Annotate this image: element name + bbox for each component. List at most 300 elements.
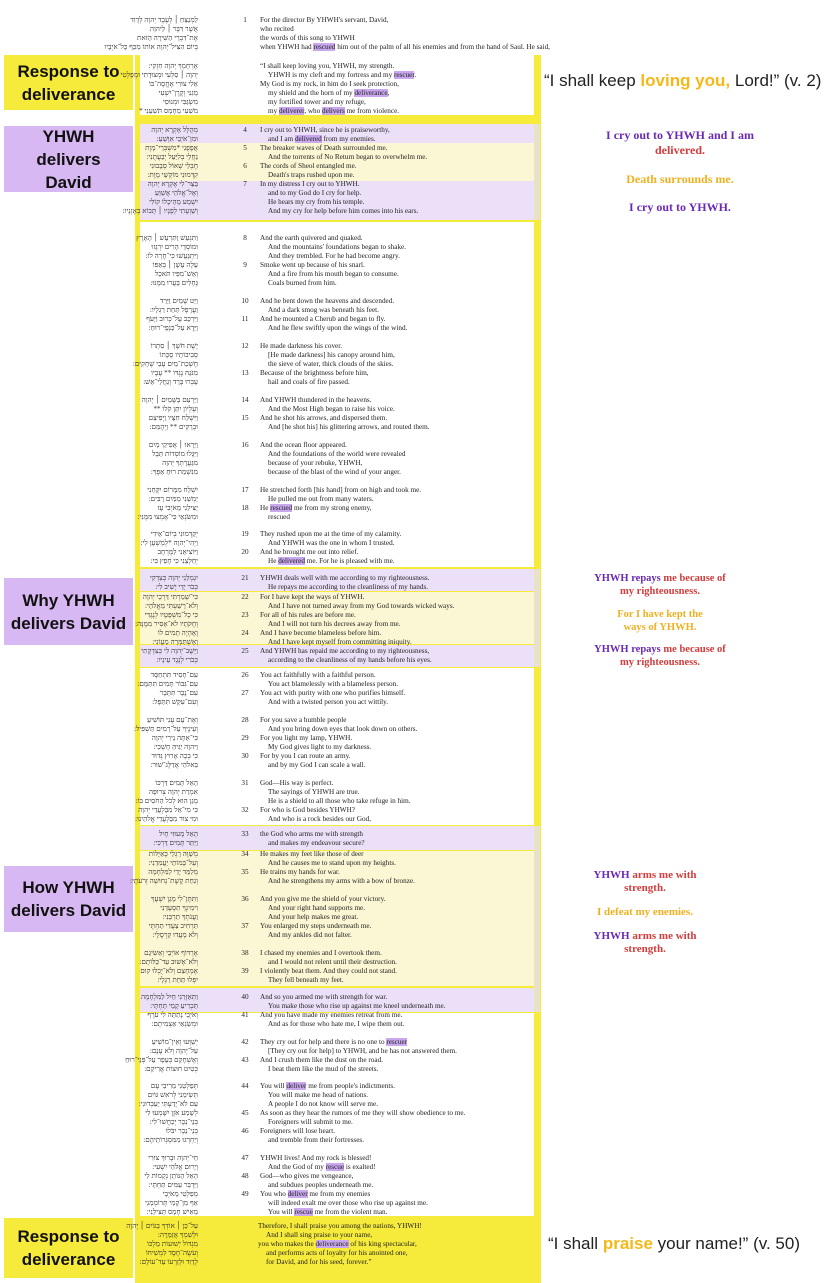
verse-line — [268, 620, 401, 629]
verse-line — [268, 513, 290, 522]
verse-text: And the Most High began to raise his voice. — [268, 405, 395, 413]
verse-line — [268, 360, 393, 369]
verse-number: 43 — [241, 1056, 249, 1064]
hebrew-line: וְעֹשֶׂה־חֶסֶד לִמְשִׁיחוֹ — [145, 1249, 198, 1257]
verse-text: the sieve of water, thick clouds of the skies. — [268, 360, 394, 368]
verse-text: They fell beneath my feet. — [268, 976, 344, 984]
hebrew-line: וְשַׁוְעָתִי לְפָנָיו ׀ תָּבוֹא בְאָזְנָיו: — [122, 207, 198, 215]
verse-text: And they trembled. For he had become angry. — [268, 252, 400, 260]
hebrew-line: אֶרְדּוֹף אוֹיְבַי וְאַשִּׂיגֵם — [144, 949, 198, 957]
verse-line — [260, 1082, 395, 1091]
verse-number: 38 — [241, 949, 249, 957]
section-label-response-bottom: Response to deliverance — [4, 1218, 133, 1278]
verse-line — [268, 761, 366, 770]
hebrew-line: עִם־חָסִיד תִּתְחַסָּד — [150, 671, 198, 679]
quote-bottom: “I shall praise your name!” (v. 50) — [548, 1234, 800, 1253]
verse-line — [260, 967, 397, 976]
verse-text: He repays me according to the cleanliness of my hands. — [268, 583, 429, 591]
hebrew-line: הָאֵל תָּמִים דַּרְכּוֹ — [155, 779, 198, 787]
hebrew-line: נַחֲלֵי בְלִיַּעַל יְבַעֲתֻנִי: — [146, 153, 198, 161]
verse-line — [268, 656, 432, 665]
verse-line — [268, 877, 415, 886]
verse-line — [260, 396, 372, 405]
section-label-how: How YHWH delivers David — [4, 866, 133, 932]
verse-text: Death's traps rushed upon me. — [268, 171, 355, 179]
hebrew-line: מָגִנִּי וְקֶרֶן־יִשְׁעִי — [158, 89, 198, 97]
verse-number: 28 — [241, 716, 249, 724]
verse-line — [268, 1020, 405, 1029]
verse-text: And your help makes me great. — [268, 913, 359, 921]
verse-line — [268, 976, 344, 985]
verse-line — [268, 1118, 353, 1127]
highlight-word: deliverance — [354, 89, 388, 97]
verse-number: 31 — [241, 779, 249, 787]
verse-line — [260, 1056, 383, 1065]
hebrew-line: אִמְרַת יְהוָה צְרוּפָה — [148, 788, 198, 796]
verse-text: I chased my enemies and I overtook them. — [260, 949, 382, 957]
hebrew-line: כִּי־אַתָּה נֵירִי יְהוָה — [151, 734, 198, 742]
hebrew-line: אֶת־דִּבְרֵי הַשִּׁירָה הַזֹּאת — [137, 34, 198, 42]
verse-text: Coals burned from him. — [268, 279, 337, 287]
verse-text: And I crush them like the dust on the road. — [260, 1056, 383, 1064]
hebrew-line: וּמִשֹּׂנְאַי כִּי־אָמְצוּ מִמֶּנִּי: — [137, 513, 198, 521]
verse-text: He hears my cry from his temple. — [268, 198, 365, 206]
verse-number: 32 — [241, 806, 249, 814]
verse-number: 30 — [241, 752, 249, 760]
hebrew-line: וְלֹא מָעֲדוּ קַרְסֻלָּי: — [152, 931, 198, 939]
hebrew-line: אֵלִי צוּרִי אֶחֱסֶה־בּוֹ — [148, 80, 198, 88]
hebrew-line: וּמִי צוּר מִבַּלְעֲדֵי אֱלֹהֵינוּ: — [135, 815, 198, 823]
hebrew-line: יָשֶׁת חֹשֶׁךְ ׀ סִתְרוֹ — [150, 342, 198, 350]
hebrew-line: וַיּוֹצִיאֵנִי לַמֶּרְחָב — [157, 548, 198, 556]
verse-text: And he strengthens my arms with a bow of bronze. — [268, 877, 415, 885]
note-arms-1: YHWH arms me with strength. — [593, 869, 697, 894]
verse-text: YHWH lives! And my rock is blessed! — [260, 1154, 372, 1162]
verse-text: And your right hand supports me. — [268, 904, 366, 912]
verse-number: 4 — [243, 126, 247, 134]
verse-text: will indeed exalt me over those who rise up against me. — [268, 1199, 428, 1207]
verse-line — [260, 1127, 335, 1136]
hebrew-line: וּבְרָקִים ** וַיְהֻמֵּם: — [149, 423, 198, 431]
hebrew-line: וְעִם־עִקֵּשׁ תִּתַּפָּל: — [152, 698, 198, 706]
hebrew-line: אַף מִן־קָמַי תְּרוֹמְמֵנִי — [145, 1199, 198, 1207]
verse-line — [260, 895, 386, 904]
verse-line — [268, 405, 395, 414]
verse-text: And who is a rock besides our God, — [268, 815, 372, 823]
verse-line: My God is my rock, in him do I seek protection, — [260, 80, 399, 88]
verse-text: And YHWH was the one in whom I trusted. — [268, 539, 395, 547]
verse-line — [260, 806, 355, 815]
verse-line — [268, 1163, 376, 1172]
verse-number: 15 — [241, 414, 249, 422]
verse-text: You act faithfully with a faithful person. — [260, 671, 376, 679]
hebrew-line: וַיַּדְבֵּר עַמִּים תַּחְתָּי: — [148, 1181, 198, 1189]
verse-line — [260, 486, 421, 495]
hebrew-line: תְּפַלְּטֵנִי מֵרִיבֵי עָם — [150, 1082, 198, 1090]
verse-line — [268, 279, 337, 288]
hebrew-line: וַיֵּרָאוּ ׀ אֲפִיקֵי מַיִם — [148, 441, 198, 449]
hebrew-line: בְּיוֹם הִצִּיל־יְהוָה אוֹתוֹ מִכַּף כָּל־אֹיְבָיו — [104, 43, 198, 51]
verse-text: from my enemies. — [321, 135, 376, 143]
note-repays-1: YHWH repays me because of my righteousness. — [594, 573, 726, 597]
verse-line — [268, 459, 362, 468]
verse-text: As soon as they hear the rumors of me they will show obedience to me. — [260, 1109, 466, 1117]
verse-line — [268, 1181, 373, 1190]
verse-text: And I have become blameless before him. — [260, 629, 382, 637]
hebrew-line: וַיִּגָּלוּ מוֹסְדוֹת תֵּבֵל — [152, 450, 198, 458]
verse-number: 17 — [241, 486, 249, 494]
verse-line — [260, 315, 385, 324]
verse-text: He — [260, 504, 271, 512]
verse-line — [268, 198, 364, 207]
verse-text: My God gives light to my darkness. — [268, 743, 372, 751]
hebrew-line: וַיָּשֶׁב־יְהוָה לִי כְּצִדְקָתִי — [141, 647, 198, 655]
hebrew-line: מְלַמֵּד יָדַי לַמִּלְחָמָה — [148, 868, 198, 876]
verse-text: is exalted! — [344, 1163, 376, 1171]
verse-text: And he flew swiftly upon the wings of the wind. — [268, 324, 408, 332]
hebrew-line: עָלָה עָשָׁן ׀ בְּאַפּוֹ — [152, 261, 198, 269]
hebrew-line: וְלֹא־אָשׁוּב עַד־כַּלּוֹתָם: — [139, 958, 198, 966]
verse-line — [260, 144, 388, 153]
verse-text: You enlarged my steps underneath me. — [260, 922, 372, 930]
highlight-word: rescuer — [386, 1038, 408, 1046]
verse-text: And you bring down eyes that look down on others. — [268, 725, 418, 733]
verse-line — [268, 1002, 446, 1011]
section-label-delivers: YHWH delivers David — [4, 126, 133, 192]
hebrew-line: הָאֵל מָעוּזִּי חָיִל — [159, 830, 198, 838]
verse-line — [268, 351, 395, 360]
hebrew-line: כִּי מִי־אֵל מִבַּלְעֲדֵי יְהוָה — [138, 806, 198, 814]
verse-number: 27 — [241, 689, 249, 697]
verse-number: 1 — [243, 16, 247, 24]
verse-line — [268, 1136, 364, 1145]
verse-number: 39 — [241, 967, 249, 975]
hebrew-line: וָאֶשְׁתַּמְּרָה מֵעֲוֹנִי: — [152, 638, 198, 646]
verse-text: according to the cleanliness of my hands before his eyes. — [268, 656, 432, 664]
verse-line — [260, 868, 340, 877]
verse-line — [268, 153, 427, 162]
verse-line — [268, 495, 374, 504]
verse-text: You will — [268, 1208, 295, 1216]
verse-number: 47 — [241, 1154, 249, 1162]
verse-line — [260, 830, 363, 839]
verse-text: And he bent down the heavens and descended. — [260, 297, 395, 305]
verse-number: 41 — [241, 1011, 249, 1019]
verse-number: 5 — [243, 144, 247, 152]
verse-number: 8 — [243, 234, 247, 242]
verse-number: 10 — [241, 297, 249, 305]
verse-text: And he causes me to stand upon my heights. — [268, 859, 396, 867]
highlight-word: delivers — [322, 107, 345, 115]
verse-text: And he shot his arrows, and dispersed them. — [260, 414, 388, 422]
hebrew-line: תְּשִׂימֵנִי לְרֹאשׁ גּוֹיִם — [147, 1091, 198, 1099]
verse-text: because of the blast of the wind of your anger. — [268, 468, 401, 476]
verse-number: 11 — [241, 315, 249, 323]
verse-text: In my distress I cry out to YHWH. — [260, 180, 360, 188]
hebrew-line: מֵאִישׁ חָמָס תַּצִּילֵנִי: — [146, 1208, 198, 1216]
hebrew-line: חֶשְׁכַת־מַיִם עָבֵי שְׁחָקִים: — [132, 360, 198, 368]
hebrew-line: חַי־יְהוָה וּבָרוּךְ צוּרִי — [148, 1154, 198, 1162]
hebrew-line: מִשְׂגַּבִּי וּמְנוּסִי — [162, 98, 198, 106]
hebrew-line: וַיְהִי־יְהוָה *לְמִשְׁעָן לִי: — [140, 539, 198, 547]
verse-line — [266, 1231, 372, 1240]
highlight-word: rescued — [313, 43, 336, 51]
verse-line — [260, 647, 429, 656]
verse-text: The breaker waves of Death surrounded me. — [260, 144, 388, 152]
verse-text: They cry out for help and there is no one to — [260, 1038, 387, 1046]
hebrew-line: מָגֵן הוּא לְכֹל הַחֹסִים בּוֹ: — [135, 797, 198, 805]
verse-line: YHWH is my cleft and my fortress and my rescuer. — [268, 71, 417, 79]
verse-line — [268, 602, 454, 611]
verse-line — [260, 1154, 371, 1163]
hebrew-line: יְהוָה ׀ סַלְעִי וּמְצוּדָתִי וּמְפַלְטִי — [120, 71, 198, 79]
verse-number: 14 — [241, 396, 249, 404]
hebrew-line: מְהֻלָּל אֶקְרָא יְהוָה — [151, 126, 198, 134]
hebrew-line: יִפְּלוּ תַּחַת רַגְלָי: — [157, 976, 198, 984]
verse-text: And the ocean floor appeared. — [260, 441, 347, 449]
verse-line — [268, 725, 417, 734]
verse-text: and to my God do I cry for help. — [268, 189, 362, 197]
verse-number: 19 — [241, 530, 249, 538]
verse-line — [266, 1249, 408, 1258]
hebrew-line: מְפַלְּטִי מֵאֹיְבָי — [162, 1190, 198, 1198]
hebrew-line: לַמְנַצֵּחַ ׀ לְעֶבֶד יְהוָה לְדָוִד — [130, 16, 198, 24]
verse-text: You make those who rise up against me kneel underneath me. — [268, 1002, 446, 1010]
verse-number: 20 — [241, 548, 249, 556]
verse-text: and performs acts of loyalty for his anointed one, — [266, 1249, 408, 1257]
verse-line — [260, 850, 364, 859]
verse-line — [260, 611, 356, 620]
verse-text: You act blamelessly with a blameless person. — [268, 680, 399, 688]
hebrew-line: וְעֶלְיוֹן יִתֵּן קֹלוֹ ** — [153, 405, 198, 413]
verse-line — [268, 324, 407, 333]
hebrew-line: כְּטִיט חוּצוֹת אֲרִיקֵם: — [144, 1065, 198, 1073]
note-arms-2: YHWH arms me with strength. — [593, 930, 697, 955]
hebrew-line: וַיהוָה יַגִּיהַּ חָשְׁכִּי: — [153, 743, 198, 751]
hebrew-line: וְאֶת־עַם עָנִי תּוֹשִׁיעַ — [147, 716, 198, 724]
hebrew-line: בְּנֵי־נֵכָר יְכַחֲשׁוּ־לִי: — [149, 1118, 198, 1126]
verse-line — [260, 180, 360, 189]
verse-line: my shield and the horn of my deliverance, — [268, 89, 390, 97]
verse-text: I violently beat them. And they could not stand. — [260, 967, 397, 975]
hebrew-line: יְקַדְּמוּנִי בְיוֹם־אֵידִי — [150, 530, 198, 538]
verse-line — [268, 743, 371, 752]
hebrew-line: כְּבֹרִי לְנֶגֶד עֵינָיו: — [156, 656, 198, 664]
verse-text: He — [268, 557, 279, 565]
verse-text: You will — [260, 1082, 287, 1090]
hebrew-line: תַּכְרִיעַ קָמַי תַּחְתָּי: — [150, 1002, 198, 1010]
hebrew-line: וַתִּגְעַשׁ וַתִּרְעַשׁ ׀ הָאָרֶץ — [136, 234, 198, 242]
hebrew-line: הָאֵל הַנּוֹתֵן נְקָמוֹת לִי — [144, 1172, 198, 1180]
verse-number: 34 — [241, 850, 249, 858]
highlight-word: deliver — [287, 1190, 308, 1198]
verse-text: me from the violent man. — [312, 1208, 388, 1216]
verse-line — [268, 839, 365, 848]
verse-text: Foreigners will submit to me. — [268, 1118, 353, 1126]
verse-text: And YHWH has repaid me according to my righteousness, — [260, 647, 430, 655]
verse-number: 36 — [241, 895, 249, 903]
verse-line — [260, 297, 394, 306]
verse-text: The cords of Sheol entangled me. — [260, 162, 357, 170]
verse-text: You act with purity with one who purifies himself. — [260, 689, 406, 697]
verse-text: for David, and for his seed, forever.” — [266, 1258, 372, 1266]
highlight-word: deliver — [286, 1082, 307, 1090]
hebrew-line: כִּי בְכָה אָרוּץ גְּדוּד — [151, 752, 198, 760]
verse-number: 23 — [241, 611, 249, 619]
verse-line — [268, 252, 400, 261]
verse-line — [260, 1011, 402, 1020]
verse-line — [260, 548, 358, 557]
hebrew-line: קִדְּמוּנִי מוֹקְשֵׁי מָוֶת: — [147, 171, 198, 179]
hebrew-line: עַל־יְהוָה וְלֹא עָנָם: — [149, 1047, 198, 1055]
hebrew-line: עִם־גִּבּוֹר תָּמִים תִּתַּמָּם: — [137, 680, 198, 688]
edge-strip — [534, 124, 540, 220]
verse-text: of his king spectacular, — [348, 1240, 417, 1248]
verse-line — [268, 539, 395, 548]
verse-line — [260, 949, 382, 958]
verse-line — [260, 1172, 353, 1181]
verse-text: And he mounted a Cherub and began to fly. — [260, 315, 386, 323]
verse-text: He pulled me out from many waters. — [268, 495, 374, 503]
verse-text: And YHWH thundered in the heavens. — [260, 396, 372, 404]
verse-line — [268, 1091, 368, 1100]
hebrew-line: אֶמְחָצֵם וְלֹא־יֻכְלוּ קוּם — [140, 967, 198, 975]
hebrew-line: וּמוֹסְדֵי הָרִים יִרְגָּזוּ — [151, 243, 198, 251]
verse-line — [268, 306, 379, 315]
verse-number: 21 — [241, 574, 249, 582]
verse-text: For all of his rules are before me. — [260, 611, 356, 619]
verse-number: 6 — [243, 162, 247, 170]
hebrew-line: יִגְמְלֵנִי יְהוָה כְּצִדְקִי — [149, 574, 198, 582]
verse-text: The sayings of YHWH are true. — [268, 788, 360, 796]
hebrew-line: וְנִחַת קֶשֶׁת־נְחוּשָׁה זְרֹעֹתָי: — [130, 877, 198, 885]
verse-text: And my cry for help before him comes into his ears. — [268, 207, 419, 215]
verse-line — [260, 574, 429, 583]
verse-text: me from my strong enemy, — [292, 504, 372, 512]
verse-line — [268, 698, 388, 707]
verse-text: and makes my endeavour secure? — [268, 839, 365, 847]
hebrew-line: וַיִּשְׁלַח חִצָּיו וַיְפִיצֵם — [148, 414, 198, 422]
verse-line — [268, 1208, 387, 1217]
verse-line — [268, 913, 358, 922]
hebrew-line: מִגְדּוֹל יְשׁוּעוֹת מַלְכּוֹ — [147, 1240, 198, 1248]
verse-text: the God who arms me with strength — [260, 830, 364, 838]
hebrew-line: סְבִיבוֹתָיו סֻכָּתוֹ — [159, 351, 198, 359]
hebrew-line: וַתְּאַזְּרֵנִי חַיִל לַמִּלְחָמָה — [140, 993, 198, 1001]
hebrew-line: וְאֹיְבַי נָתַתָּה לִּי עֹרֶף — [147, 1011, 198, 1019]
verse-text: He stretched forth [his hand] from on high and took me. — [260, 486, 422, 494]
verse-text: And with a twisted person you act wittily. — [268, 698, 389, 706]
verse-text: For you save a humble people — [260, 716, 347, 724]
verse-text: And the mountains' foundations began to shake. — [268, 243, 407, 251]
verse-line: when YHWH had rescued him out of the palm of all his enemies and from the hand of Saul. He said, — [260, 43, 550, 51]
verse-text: and by my God I can scale a wall. — [268, 761, 366, 769]
verse-number: 37 — [241, 922, 249, 930]
verse-text: And my ankles did not falter. — [268, 931, 352, 939]
verse-number: 42 — [241, 1038, 249, 1046]
hebrew-line: בַּצַּר־לִי אֶקְרָא יְהוָה — [147, 180, 198, 188]
verse-line — [268, 423, 430, 432]
hebrew-line: יִשְׁמַע מֵהֵיכָלוֹ קוֹלִי — [149, 198, 198, 206]
verse-text: and I am — [268, 135, 295, 143]
verse-line — [260, 342, 342, 351]
verse-number: 29 — [241, 734, 249, 742]
hebrew-line: גֶּחָלִים בָּעֲרוּ מִמֶּנּוּ: — [150, 279, 198, 287]
verse-line — [268, 1065, 378, 1074]
verse-text: [They cry out for help] to YHWH, and he has not answered them. — [268, 1047, 457, 1055]
verse-line — [260, 593, 364, 602]
hebrew-line: וּלְשִׁמְךָ אֲזַמֵּרָה: — [157, 1231, 198, 1239]
hebrew-line: וָאֶהְיֶה תָמִים לוֹ — [157, 629, 198, 637]
hebrew-line: וּמִן־אֹיְבַי אִוָּשֵׁעַ: — [156, 135, 198, 143]
verse-line — [260, 162, 357, 171]
verse-line — [260, 126, 390, 135]
highlight-word: rescuer — [393, 71, 415, 79]
verse-line — [268, 931, 352, 940]
verse-text: I beat them like the mud of the streets. — [268, 1065, 379, 1073]
verse-text: And you have made my enemies retreat from me. — [260, 1011, 403, 1019]
verse-text: And the torrents of No Return began to overwhelm me. — [268, 153, 428, 161]
hebrew-line: וְאֶשְׁחָקֵם כְּעָפָר עַל־פְּנֵי־רוּחַ — [125, 1056, 198, 1064]
hebrew-line: יַצִּילֵנִי מֵאֹיְבִי עָז — [157, 504, 198, 512]
verse-text: He makes my feet like those of deer — [260, 850, 364, 858]
hebrew-line: כִּי־שָׁמַרְתִּי דַּרְכֵי יְהוָה — [142, 593, 198, 601]
verse-number: 13 — [241, 369, 249, 377]
verse-text: And I have kept myself from committing iniquity. — [268, 638, 412, 646]
hebrew-line: מֹשִׁעִי מֵחָמָס תֹּשִׁעֵנִי * — [139, 107, 198, 115]
hebrew-line: וְלֹא־רָשַׁעְתִּי מֵאֱלֹהָי: — [145, 602, 198, 610]
hebrew-line: אֲשֶׁר דִּבֶּר ׀ לַיהוָה — [149, 25, 198, 33]
hebrew-line: וַעֲרָפֶל תַּחַת רַגְלָיו: — [149, 306, 198, 314]
verse-number: 33 — [241, 830, 249, 838]
verse-text: You who — [260, 1190, 288, 1198]
note-defeat: I defeat my enemies. — [597, 906, 693, 918]
verse-line — [268, 859, 396, 868]
note-cry-delivered: I cry out to YHWH and I am delivered. — [606, 128, 754, 157]
highlight-word: delivered — [294, 135, 322, 143]
verse-text: A people I do not know will serve me. — [268, 1100, 378, 1108]
note-death: Death surrounds me. — [626, 172, 734, 186]
verse-text: He made darkness his cover. — [260, 342, 343, 350]
hebrew-line: וַיִּתְגָּעֲשׁוּ כִּי־חָרָה לוֹ: — [145, 252, 198, 260]
verse-line — [268, 797, 411, 806]
verse-text: And a dark smog was beneath his feet. — [268, 306, 379, 314]
verse-text: And the God of my — [268, 1163, 326, 1171]
verse-number: 12 — [241, 342, 249, 350]
verse-text: Foreigners will lose heart. — [260, 1127, 336, 1135]
verse-line — [260, 922, 371, 931]
hebrew-line: וּמְשַׂנְאַי אַצְמִיתֵם: — [151, 1020, 198, 1028]
verse-text: You will make me head of nations. — [268, 1091, 369, 1099]
verse-line — [260, 1109, 465, 1118]
verse-line — [268, 557, 395, 566]
verse-line — [268, 1199, 428, 1208]
verse-line — [260, 441, 347, 450]
verse-text: And the foundations of the world were revealed — [268, 450, 406, 458]
verse-number: 46 — [241, 1127, 249, 1135]
hebrew-line: וְיַחְרְגוּ מִמִּסְגְּרוֹתֵיהֶם: — [143, 1136, 198, 1144]
hebrew-line: מִנִּשְׁמַת רוּחַ אַפֶּךָ: — [150, 468, 198, 476]
hebrew-line: וַיַּתֵּר תָּמִים דַּרְכִּי: — [153, 839, 198, 847]
verse-line — [268, 135, 376, 144]
verse-text: hail and coals of fire passed. — [268, 378, 350, 386]
verse-text: And he brought me out into relief. — [260, 548, 359, 556]
verse-line — [268, 243, 406, 252]
hebrew-line: בֵּאלֹהַי אֲדַלֶּג־שׁוּר: — [150, 761, 198, 769]
verse-number: 22 — [241, 593, 249, 601]
verse-line — [268, 270, 399, 279]
hebrew-line: וְאֶל־אֱלֹהַי אֲשַׁוֵּעַ — [154, 189, 198, 197]
